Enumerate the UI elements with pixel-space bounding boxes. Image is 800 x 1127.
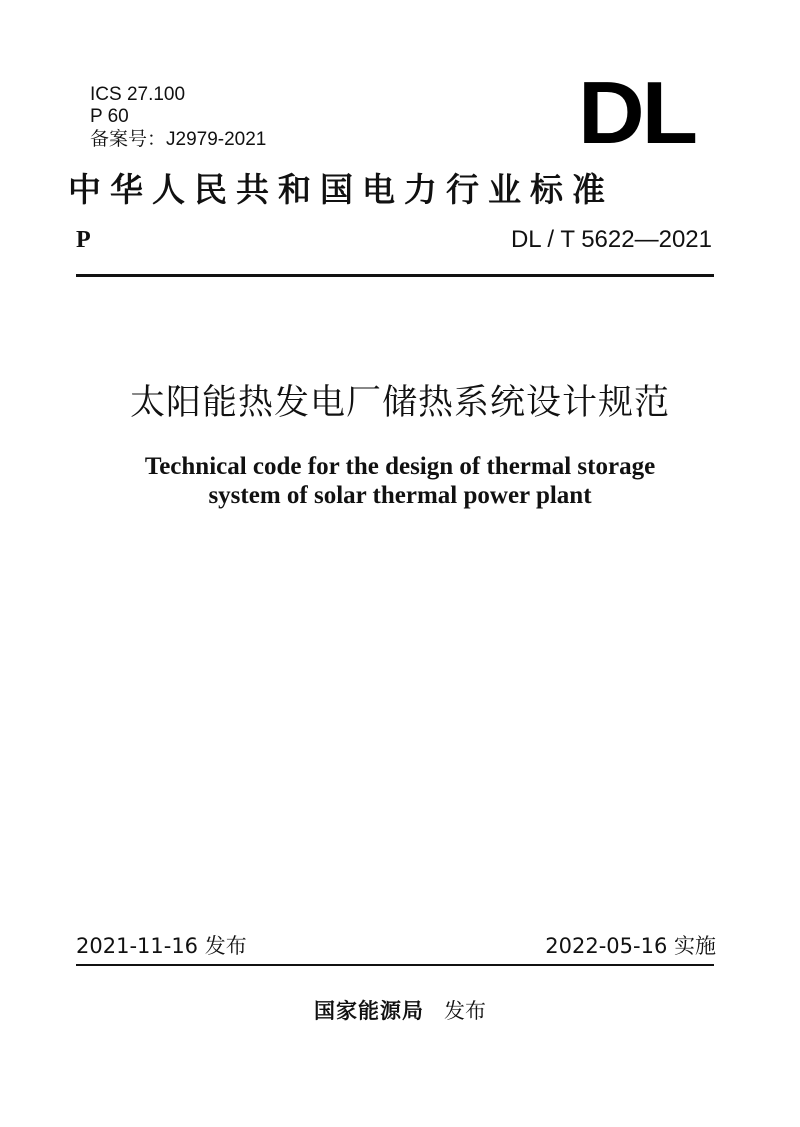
english-title-line-1: Technical code for the design of thermal storage: [144, 453, 656, 480]
category-code: P: [76, 227, 91, 253]
p-code: P 60: [90, 106, 129, 127]
standard-number: DL / T 5622—2021: [510, 226, 712, 253]
dl-logo: DL: [578, 63, 695, 162]
industry-standard-title: 中华人民共和国电力行业标准: [68, 170, 614, 209]
publisher-action: 发布: [444, 999, 486, 1023]
english-title: [0, 452, 800, 510]
publisher-line: [0, 996, 800, 1026]
publisher-organization: 国家能源局: [314, 998, 424, 1023]
issue-date: 2021-11-16 发布: [76, 934, 247, 958]
english-title-line-2: system of solar thermal power plant: [208, 482, 592, 509]
implementation-date: 2022-05-16 实施: [545, 934, 716, 958]
ics-code: ICS 27.100: [90, 84, 186, 105]
chinese-title: 太阳能热发电厂储热系统设计规范: [129, 383, 670, 423]
record-number: 备案号：J2979-2021: [90, 129, 267, 150]
top-divider: [76, 274, 714, 277]
bottom-divider: [76, 964, 714, 966]
